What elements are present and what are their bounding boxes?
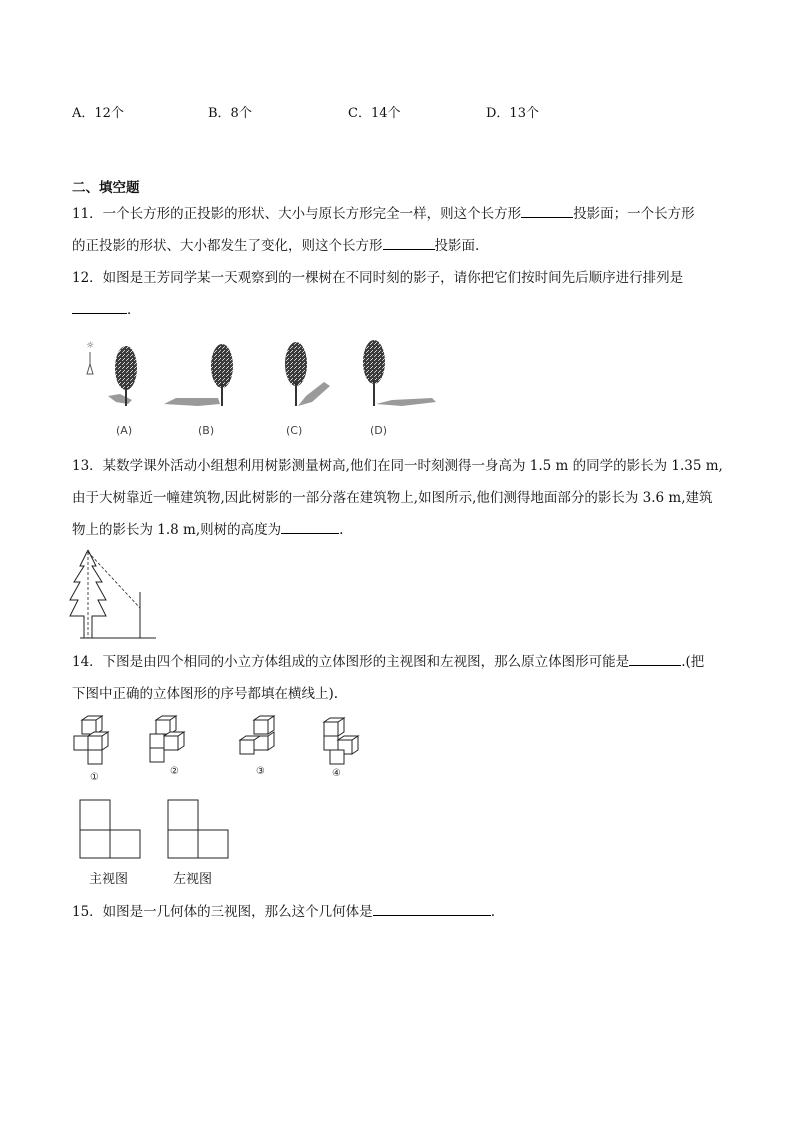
main-view-caption: 主视图 <box>89 872 129 887</box>
option-c: C．14个 <box>348 106 401 121</box>
sun-ray-line <box>88 552 140 608</box>
option-d: D．13个 <box>486 106 539 121</box>
q15-line <box>72 902 495 922</box>
q13-tree-building-figure <box>66 546 162 642</box>
q14-text-1a: 14．下图是由四个相同的小立方体组成的立体图形的主视图和左视图，那么原立体图形可能是 <box>72 654 630 670</box>
q11-text-2b: 投影面. <box>434 238 480 254</box>
q14-blank[interactable] <box>629 652 681 666</box>
tree-label-d: (D) <box>370 424 388 437</box>
tree-c <box>285 342 330 406</box>
option-a: A．12个 <box>72 106 124 121</box>
cube-figure-4 <box>324 718 358 764</box>
sun-person-icon <box>86 341 94 374</box>
q14-text-1b: .(把 <box>681 654 705 670</box>
option-b: B．8个 <box>208 106 252 121</box>
tree-label-a: (A) <box>116 424 133 437</box>
cube-label-4: ④ <box>332 768 341 779</box>
svg-text:☼: ☼ <box>86 341 95 351</box>
cube-label-3: ③ <box>256 766 265 777</box>
q15-blank[interactable] <box>373 902 491 916</box>
tree-a-shadow <box>108 394 132 404</box>
q12-period: ． <box>127 302 141 318</box>
left-view-caption: 左视图 <box>173 872 213 887</box>
q11-blank-2[interactable] <box>383 236 435 250</box>
tree-a <box>108 346 137 406</box>
q13-line2: 由于大树靠近一幢建筑物,因此树影的一部分落在建筑物上,如图所示,他们测得地面部分的影长为 3.6 m,建筑 <box>72 490 713 506</box>
q11-text-1a: 11．一个长方形的正投影的形状、大小与原长方形完全一样，则这个长方形 <box>72 206 522 222</box>
q12-line1: 12．如图是王芳同学某一天观察到的一棵树在不同时刻的影子，请你把它们按时间先后顺序进行排列是 <box>72 270 684 286</box>
tree-c-shadow <box>298 382 330 406</box>
tree-b-shadow <box>164 398 220 406</box>
q14-line1 <box>72 652 704 672</box>
tree-b <box>164 344 233 406</box>
q11-blank-1[interactable] <box>521 204 573 218</box>
q12-line2 <box>72 300 141 320</box>
q14-cubes-figure <box>66 714 386 786</box>
q13-line1: 13．某数学课外活动小组想利用树影测量树高,他们在同一时刻测得一身高为 1.5 m 的同学的影长为 1.35 m, <box>72 458 723 474</box>
main-view-drawing <box>80 800 140 858</box>
section-title: 二、填空题 <box>72 180 140 196</box>
q13-text-3a: 物上的影长为 1.8 m,则树的高度为 <box>72 522 282 538</box>
q13-text-3b: . <box>339 522 344 538</box>
tree-d-shadow <box>376 398 436 406</box>
cube-figure-1 <box>74 716 108 764</box>
q11-text-2a: 的正投影的形状、大小都发生了变化，则这个长方形 <box>72 238 383 254</box>
cube-label-1: ① <box>90 772 99 783</box>
q14-views-figure <box>78 798 232 860</box>
cube-label-2: ② <box>170 766 179 777</box>
tree-d <box>363 340 436 406</box>
tree-label-b: (B) <box>198 424 215 437</box>
q12-blank[interactable] <box>72 300 127 314</box>
tree-label-c: (C) <box>286 424 303 437</box>
q11-line1 <box>72 204 695 224</box>
cube-figure-2 <box>150 716 184 762</box>
q12-trees-figure <box>80 334 450 442</box>
q13-line3 <box>72 520 343 540</box>
q11-text-1b: 投影面；一个长方形 <box>573 206 695 222</box>
left-view-drawing <box>168 800 228 858</box>
cube-figure-3 <box>240 716 274 754</box>
q11-line2 <box>72 236 479 256</box>
q14-line2: 下图中正确的立体图形的序号都填在横线上). <box>72 686 339 702</box>
q15-text: 15．如图是一几何体的三视图，那么这个几何体是 <box>72 904 373 920</box>
q15-period: . <box>490 904 495 920</box>
q13-blank[interactable] <box>281 520 339 534</box>
